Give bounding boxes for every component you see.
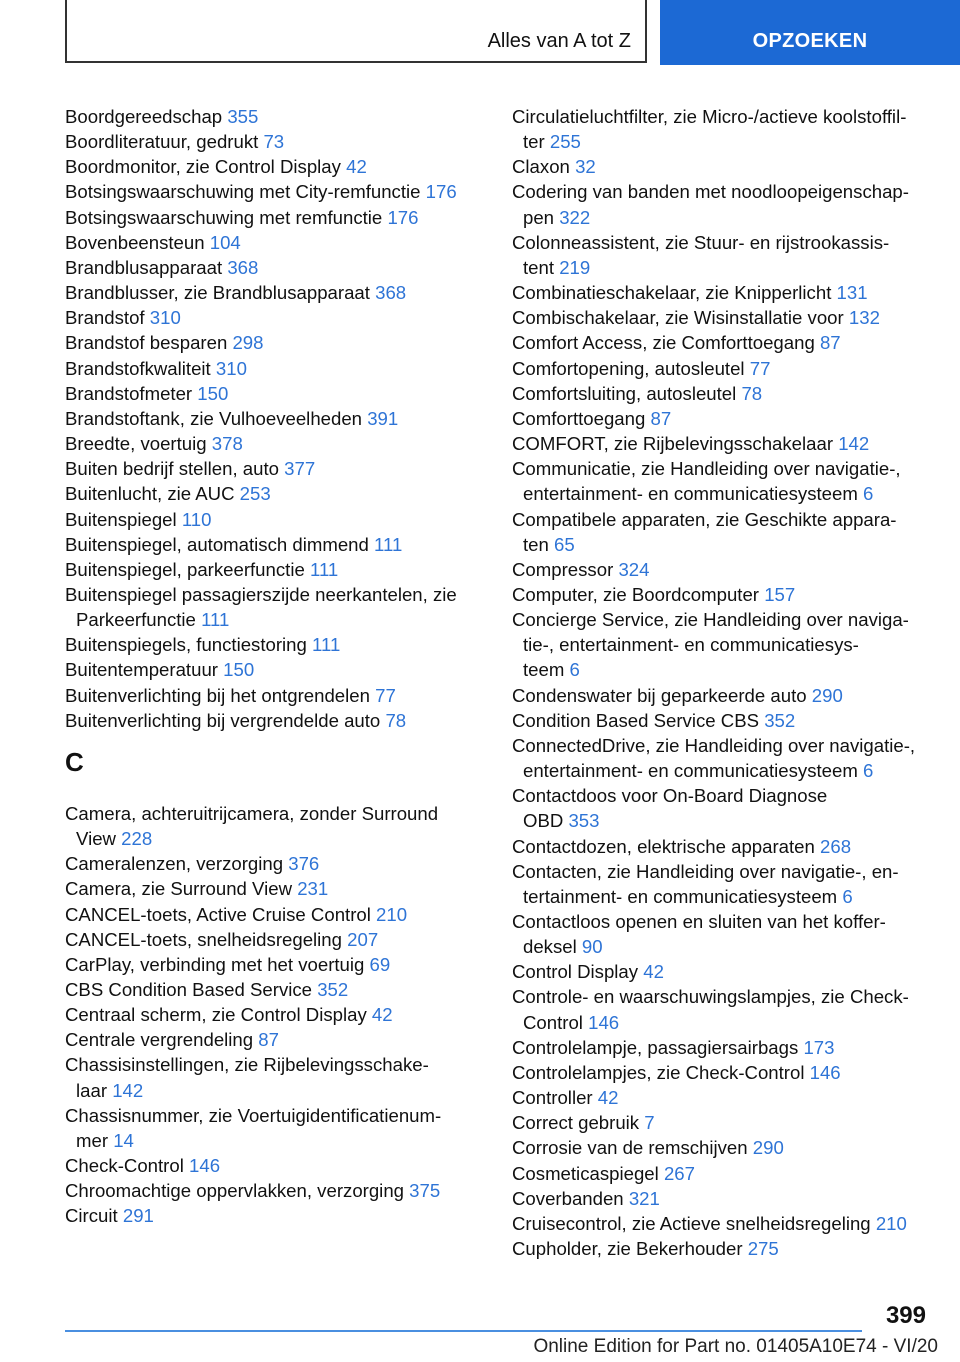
index-entry [512,305,932,330]
page-link[interactable]: 146 [809,1061,841,1083]
page-link[interactable]: 111 [374,533,403,555]
index-term: Brandstofmeter [65,382,193,404]
page-link[interactable]: 104 [209,231,241,253]
page-link[interactable]: 353 [568,810,600,832]
index-term: Comfort Access, zie Comforttoegang [512,332,815,354]
index-entry [512,154,932,179]
page-link[interactable]: 378 [211,433,243,455]
index-entry [65,952,485,977]
page-link[interactable]: 253 [239,483,271,505]
index-term: Compatibele apparaten, zie Geschikte appara- [512,508,897,530]
index-term: Buitentemperatuur [65,659,218,681]
index-term: Communicatie, zie Handleiding over navigatie-, [512,458,901,480]
page-link[interactable]: 87 [650,407,672,429]
index-entry [512,557,932,582]
index-term: Control Display [512,961,639,983]
index-term: Controller [512,1087,593,1109]
page-link[interactable]: 377 [284,458,316,480]
index-entry [512,179,932,229]
index-term: Buitenspiegel, automatisch dimmend [65,533,369,555]
index-term: Comfortsluiting, autosleutel [512,382,737,404]
index-column-left [65,104,485,1229]
index-term: Parkeerfunctie [76,609,196,631]
index-entry [512,783,932,833]
index-term: tertainment- en communicatiesysteem [523,885,838,907]
index-entry [65,1103,485,1153]
index-term: Comfortopening, autosleutel [512,357,745,379]
index-term: Cameralenzen, verzorging [65,853,284,875]
index-entry [65,356,485,381]
page-link[interactable]: 291 [122,1205,154,1227]
page-link[interactable]: 6 [863,760,874,782]
page-link[interactable]: 290 [811,684,843,706]
page-link[interactable]: 352 [764,709,796,731]
page-link[interactable]: 6 [842,885,853,907]
index-entry [65,1027,485,1052]
index-term: laar [76,1079,108,1101]
page-link[interactable]: 111 [309,558,339,580]
index-term: Chroomachtige oppervlakken, verzorging [65,1180,404,1202]
index-term: Contactloos openen en sluiten van het koffer- [512,911,886,932]
index-entry [65,205,485,230]
page-link[interactable]: 132 [848,307,880,329]
page-link[interactable]: 78 [741,382,763,404]
index-term: Botsingswaarschuwing met remfunctie [65,206,383,228]
index-term: Buitenspiegel, parkeerfunctie [65,558,305,580]
index-entry [512,909,932,959]
index-entry [65,1002,485,1027]
index-term: Botsingswaarschuwing met City-remfunctie [65,181,421,203]
index-entry [65,280,485,305]
index-entry [512,1060,932,1085]
index-entry [65,977,485,1002]
index-entry [65,876,485,901]
index-entry [65,179,485,204]
index-entry [512,1035,932,1060]
page-link[interactable]: 142 [112,1079,144,1101]
index-term: Bovenbeensteun [65,231,205,253]
index-term: Breedte, voertuig [65,433,207,455]
index-term: teem [523,659,565,681]
index-entry [512,104,932,154]
index-term: Circuit [65,1205,118,1227]
index-entry [65,657,485,682]
page-link[interactable]: 77 [749,357,771,379]
page-link[interactable]: 42 [346,156,367,178]
page-link[interactable]: 176 [425,181,457,203]
page-link[interactable]: 310 [149,307,181,329]
page-link[interactable]: 267 [663,1162,695,1184]
index-term: Controlelampje, passagiersairbags [512,1036,799,1058]
index-entry [512,456,932,506]
index-term: OBD [523,810,564,832]
index-entry [512,1085,932,1110]
index-entry [512,381,932,406]
index-term: Buitenspiegels, functiestoring [65,634,307,656]
page-link[interactable]: 65 [554,533,575,555]
index-list-b [65,104,485,733]
page-link[interactable]: 157 [764,583,796,605]
index-entry [65,406,485,431]
index-term: View [76,828,116,850]
page-link[interactable]: 275 [747,1238,779,1260]
page-link[interactable]: 321 [628,1187,660,1209]
index-term: Camera, zie Surround View [65,878,293,900]
page-link[interactable]: 228 [121,828,153,850]
index-term: Contactdoos voor On-Board Diagnose [512,785,828,807]
page-link[interactable]: 322 [559,206,591,228]
index-term: Brandblusser, zie Brandblusapparaat [65,282,370,304]
index-term: Condenswater bij geparkeerde auto [512,684,807,706]
index-entry [512,406,932,431]
index-entry [65,902,485,927]
index-term: Combinatieschakelaar, zie Knipperlicht [512,282,832,304]
index-term: Condition Based Service CBS [512,709,760,731]
index-entry [65,481,485,506]
index-entry [65,801,485,851]
page-link[interactable]: 7 [644,1112,655,1134]
index-term: Boordliteratuur, gedrukt [65,131,259,153]
index-term: ConnectedDrive, zie Handleiding over navigatie-, [512,734,916,756]
index-term: entertainment- en communicatiesysteem [523,483,858,505]
index-term: Compressor [512,558,614,580]
page-link[interactable]: 87 [258,1029,279,1051]
page-link[interactable]: 150 [197,382,229,404]
index-term: Contactdozen, elektrische apparaten [512,835,815,857]
index-term: Check-Control [65,1155,184,1177]
index-entry [512,330,932,355]
index-term: Brandstof besparen [65,332,228,354]
page-link[interactable]: 42 [597,1087,619,1109]
page-link[interactable]: 131 [836,282,868,304]
page-link[interactable]: 90 [581,936,603,958]
index-entry [65,851,485,876]
index-entry [65,507,485,532]
index-entry [512,733,932,783]
index-term: Buitenverlichting bij vergrendelde auto [65,709,381,731]
index-entry [512,230,932,280]
page-link[interactable]: 42 [643,961,664,983]
index-term: Brandstofkwaliteit [65,357,211,379]
index-entry [512,959,932,984]
index-term: Camera, achteruitrijcamera, zonder Surround [65,802,439,824]
index-term: CBS Condition Based Service [65,979,313,1000]
page-link[interactable]: 111 [201,609,230,631]
page-link[interactable]: 375 [409,1180,441,1202]
page-link[interactable]: 142 [838,433,870,455]
index-term: tie-, entertainment- en communicatiesys- [523,634,859,656]
page-link[interactable]: 298 [232,332,264,354]
index-term: Correct gebruik [512,1112,640,1134]
page-link[interactable]: 150 [223,659,255,681]
index-term: Codering van banden met noodloopeigenschap- [512,181,909,203]
index-entry [65,305,485,330]
index-term: Circulatieluchtfilter, zie Micro-/actieve koolstoffil- [512,106,907,127]
page-link[interactable]: 219 [559,256,591,278]
index-term: ter [523,131,545,153]
index-term: Brandblusapparaat [65,256,223,278]
index-entry [65,1153,485,1178]
index-entry [512,984,932,1034]
page-link[interactable]: 290 [752,1137,784,1159]
page-link[interactable]: 255 [549,131,581,153]
index-entry [65,104,485,129]
index-term: mer [76,1129,109,1151]
index-entry [512,607,932,682]
index-term: Boordgereedschap [65,106,223,127]
page-link[interactable]: 207 [347,928,379,950]
index-term: tent [523,256,555,278]
index-term: Centrale vergrendeling [65,1029,254,1051]
page-link[interactable]: 173 [803,1036,835,1058]
page-link[interactable]: 77 [375,684,396,706]
index-entry [65,557,485,582]
index-term: COMFORT, zie Rijbelevingsschakelaar [512,433,834,455]
index-entry [65,431,485,456]
index-term: Buitenlucht, zie AUC [65,483,235,505]
index-term: Computer, zie Boordcomputer [512,583,760,605]
page-link[interactable]: 32 [575,156,596,178]
index-term: Coverbanden [512,1187,624,1209]
index-entry [512,507,932,557]
index-entry [65,1052,485,1102]
index-term: Comforttoegang [512,407,646,429]
search-tab[interactable] [660,0,960,65]
page-link[interactable]: 176 [387,206,419,228]
page-link[interactable]: 69 [369,953,391,975]
index-term: Combischakelaar, zie Wisinstallatie voor [512,307,844,329]
index-term: entertainment- en communicatiesysteem [523,760,858,782]
page-link[interactable]: 42 [371,1004,393,1026]
index-term: Concierge Service, zie Handleiding over naviga- [512,609,909,631]
index-term: Chassisinstellingen, zie Rijbelevingsschake- [65,1054,429,1076]
index-term: CANCEL-toets, Active Cruise Control [65,903,371,925]
page-link[interactable]: 391 [367,407,399,429]
page-link[interactable]: 231 [297,878,329,900]
index-term: Cupholder, zie Bekerhouder [512,1238,743,1260]
index-term: CarPlay, verbinding met het voertuig [65,953,365,975]
section-title: Alles van A tot Z [487,30,631,52]
index-entry [65,154,485,179]
index-entry [65,381,485,406]
index-term: Controle- en waarschuwingslampjes, zie Check- [512,986,909,1008]
index-term: deksel [523,936,577,958]
index-entry [65,230,485,255]
index-term: Control [523,1011,583,1033]
index-entry [512,1236,932,1261]
index-term: CANCEL-toets, snelheidsregeling [65,928,342,950]
index-entry [65,683,485,708]
index-entry [65,632,485,657]
section-letter: C [65,746,84,777]
index-term: Boordmonitor, zie Control Display [65,156,341,178]
index-term: Cruisecontrol, zie Actieve snelheidsregeling [512,1212,871,1234]
index-term: Contacten, zie Handleiding over navigatie-, en- [512,860,899,882]
index-term: ten [523,533,549,555]
header-title-box [65,0,647,63]
index-list-c-continued [512,104,932,1261]
page-link[interactable]: 146 [588,1011,620,1033]
index-term: Buitenspiegel [65,508,177,530]
index-entry [512,834,932,859]
index-entry [512,1135,932,1160]
page-link[interactable]: 368 [227,256,259,278]
index-entry [512,1211,932,1236]
index-entry [65,330,485,355]
index-term: Cosmeticaspiegel [512,1162,659,1184]
page-link[interactable]: 87 [819,332,841,354]
page-link[interactable]: 210 [376,903,408,925]
index-entry [512,1186,932,1211]
index-term: Colonneassistent, zie Stuur- en rijstrookassis- [512,231,890,253]
page-link[interactable]: 355 [227,106,259,127]
page-link[interactable]: 111 [312,634,341,656]
index-entry [65,1178,485,1203]
index-term: Brandstoftank, zie Vulhoeveelheden [65,407,363,429]
index-entry [512,431,932,456]
index-entry [512,1110,932,1135]
index-entry [65,582,485,632]
page-link[interactable]: 352 [317,979,349,1000]
index-entry [65,1203,485,1228]
index-term: Controlelampjes, zie Check-Control [512,1061,805,1083]
index-entry [65,532,485,557]
index-entry [512,1161,932,1186]
page-number: 399 [885,1302,926,1329]
footer-divider [65,1330,862,1332]
index-entry [512,708,932,733]
page-link[interactable]: 310 [215,357,247,379]
index-term: Corrosie van de remschijven [512,1137,748,1159]
index-entry [65,456,485,481]
footer-edition: Online Edition for Part no. 01405A10E74 - VI/20 [533,1336,938,1357]
page-link[interactable]: 78 [385,709,407,731]
page-link[interactable]: 14 [113,1129,134,1151]
index-term: Buitenspiegel passagierszijde neerkantelen, zie [65,583,457,605]
index-entry [65,708,485,733]
index-term: pen [523,206,555,228]
index-term: Chassisnummer, zie Voertuigidentificatienum- [65,1104,442,1126]
index-column-right [512,104,932,1261]
page-link[interactable]: 146 [189,1155,221,1177]
index-term: Brandstof [65,307,145,329]
index-list-c [65,801,485,1229]
index-entry [65,129,485,154]
index-entry [512,356,932,381]
page-link[interactable]: 324 [618,558,650,580]
page-link[interactable]: 110 [181,508,212,530]
page-link[interactable]: 376 [288,853,320,875]
page-link[interactable]: 268 [820,835,852,857]
page-link[interactable]: 6 [569,659,580,681]
index-term: Centraal scherm, zie Control Display [65,1004,367,1026]
index-entry [65,255,485,280]
index-entry [512,683,932,708]
page-link[interactable]: 6 [863,483,874,505]
index-entry [512,859,932,909]
index-term: Buitenverlichting bij het ontgrendelen [65,684,370,706]
index-term: Claxon [512,156,570,178]
search-tab-label: OPZOEKEN [752,30,868,52]
index-entry [512,582,932,607]
page-link[interactable]: 368 [375,282,407,304]
index-entry [65,927,485,952]
page-link[interactable]: 73 [263,131,285,153]
page-link[interactable]: 210 [875,1212,907,1234]
index-term: Buiten bedrijf stellen, auto [65,458,279,480]
index-entry [512,280,932,305]
